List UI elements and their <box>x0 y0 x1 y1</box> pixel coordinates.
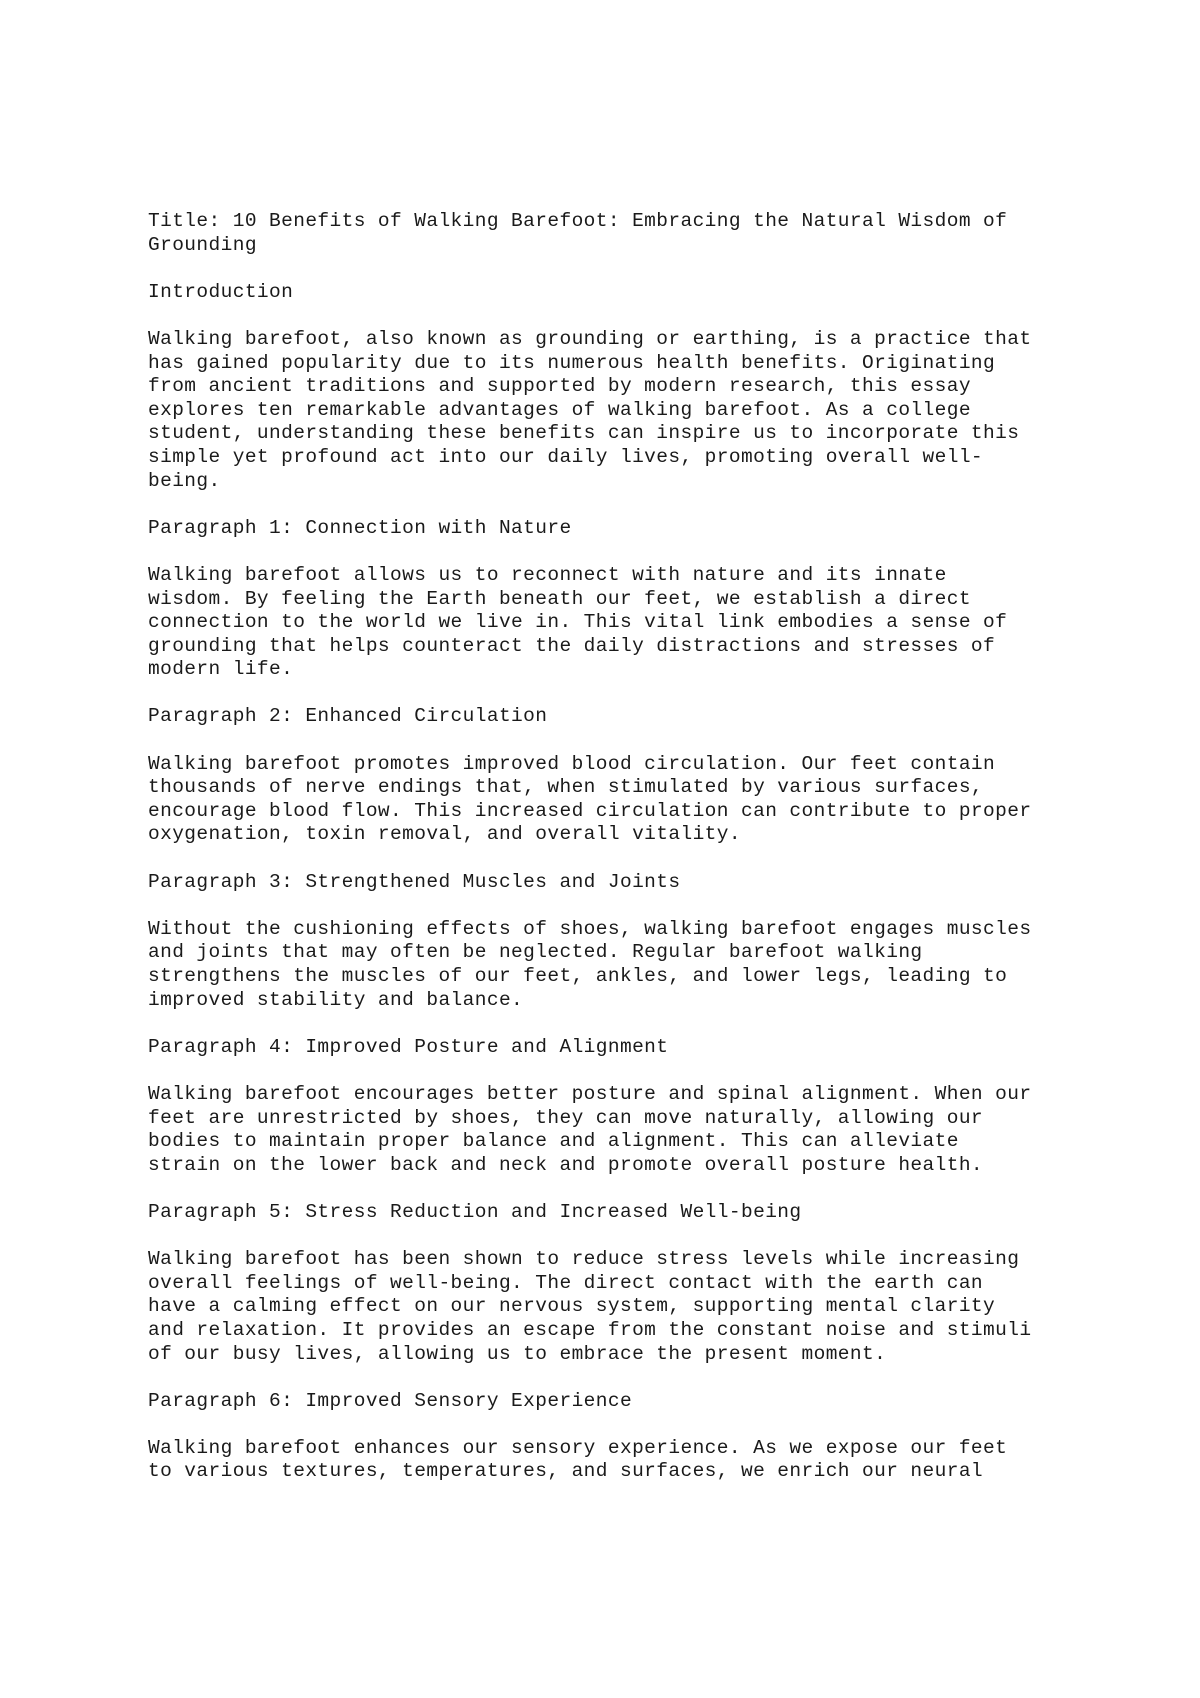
body-line: wisdom. By feeling the Earth beneath our feet, we establish a direct <box>148 587 971 610</box>
body-line: Walking barefoot, also known as grounding or earthing, is a practice that <box>148 327 1032 350</box>
body-line: Without the cushioning effects of shoes, walking barefoot engages muscles <box>148 917 1032 940</box>
body-line: and relaxation. It provides an escape from the constant noise and stimuli <box>148 1318 1032 1341</box>
blank-line <box>148 1225 1068 1249</box>
blank-line <box>148 1012 1068 1036</box>
body-line: from ancient traditions and supported by modern research, this essay <box>148 375 971 398</box>
blank-line <box>148 540 1068 564</box>
title-line: Grounding <box>148 233 257 256</box>
body-line: improved stability and balance. <box>148 988 524 1011</box>
document-body <box>148 210 1068 1484</box>
section-heading: Paragraph 5: Stress Reduction and Increased Well-being <box>148 1200 802 1223</box>
body-line: has gained popularity due to its numerous health benefits. Originating <box>148 351 996 374</box>
body-line: strengthens the muscles of our feet, ankles, and lower legs, leading to <box>148 965 1008 987</box>
body-line: student, understanding these benefits can inspire us to incorporate this <box>148 422 1020 445</box>
body-line: simple yet profound act into our daily lives, promoting overall well- <box>148 445 984 468</box>
section-heading: Paragraph 6: Improved Sensory Experience <box>148 1389 633 1412</box>
body-line: Walking barefoot promotes improved blood circulation. Our feet contain <box>148 752 996 775</box>
section-heading: Paragraph 3: Strengthened Muscles and Joints <box>148 870 681 893</box>
body-line: Walking barefoot encourages better posture and spinal alignment. When our <box>148 1082 1032 1105</box>
body-line: strain on the lower back and neck and promote overall posture health. <box>148 1153 984 1176</box>
body-line: feet are unrestricted by shoes, they can move naturally, allowing our <box>148 1106 984 1129</box>
blank-line <box>148 257 1068 281</box>
blank-line <box>148 493 1068 517</box>
section-heading: Paragraph 4: Improved Posture and Alignment <box>148 1035 669 1058</box>
body-line: Walking barefoot has been shown to reduce stress levels while increasing <box>148 1248 1020 1271</box>
body-line: bodies to maintain proper balance and alignment. This can alleviate <box>148 1130 959 1153</box>
body-line: overall feelings of well-being. The direct contact with the earth can <box>148 1271 984 1294</box>
section-heading: Introduction <box>148 280 294 303</box>
body-line: Walking barefoot enhances our sensory experience. As we expose our feet <box>148 1436 1008 1459</box>
blank-line <box>148 1177 1068 1201</box>
blank-line <box>148 847 1068 871</box>
blank-line <box>148 894 1068 918</box>
body-line: being. <box>148 469 221 492</box>
body-line: encourage blood flow. This increased circulation can contribute to proper <box>148 799 1032 822</box>
body-line: have a calming effect on our nervous system, supporting mental clarity <box>148 1295 996 1318</box>
body-line: thousands of nerve endings that, when stimulated by various surfaces, <box>148 776 984 799</box>
body-line: and joints that may often be neglected. Regular barefoot walking <box>148 941 923 964</box>
body-line: modern life. <box>148 658 294 681</box>
body-line: Walking barefoot allows us to reconnect with nature and its innate <box>148 563 947 586</box>
blank-line <box>148 304 1068 328</box>
blank-line <box>148 1366 1068 1390</box>
body-line: to various textures, temperatures, and surfaces, we enrich our neural <box>148 1460 984 1483</box>
body-line: grounding that helps counteract the daily distractions and stresses of <box>148 634 996 657</box>
body-line: oxygenation, toxin removal, and overall vitality. <box>148 823 741 846</box>
section-heading: Paragraph 2: Enhanced Circulation <box>148 705 548 728</box>
body-line: of our busy lives, allowing us to embrace the present moment. <box>148 1342 887 1365</box>
body-line: explores ten remarkable advantages of walking barefoot. As a college <box>148 398 971 421</box>
title-line: Title: 10 Benefits of Walking Barefoot: Embracing the Natural Wisdom of <box>148 210 1008 232</box>
blank-line <box>148 682 1068 706</box>
blank-line <box>148 1059 1068 1083</box>
section-heading: Paragraph 1: Connection with Nature <box>148 516 572 539</box>
body-line: connection to the world we live in. This vital link embodies a sense of <box>148 611 1008 634</box>
blank-line <box>148 1413 1068 1437</box>
blank-line <box>148 729 1068 753</box>
